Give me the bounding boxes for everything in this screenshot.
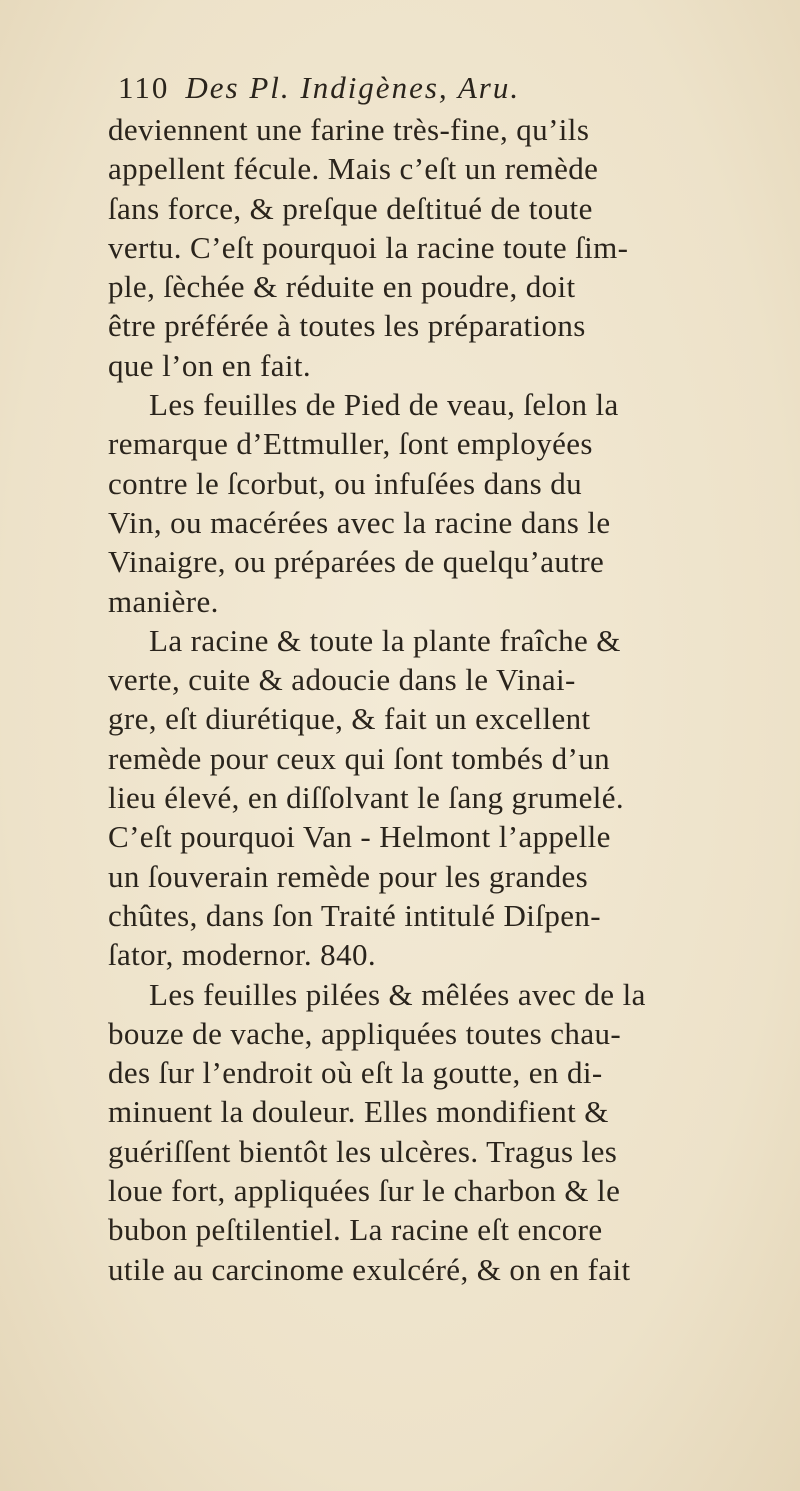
text-line: utile au carcinome exulcéré, & on en fait [108,1251,631,1287]
paragraph-start-line: La racine & toute la plante fraîche & [149,622,621,658]
text-line: remède pour ceux qui ſont tombés d’un [108,740,611,776]
paragraph-start-line: Les feuilles de Pied de veau, ſelon la [149,387,619,423]
text-line: loue fort, appliquées ſur le charbon & le [108,1173,621,1209]
text-line: verte, cuite & adoucie dans le Vinai- [108,662,576,698]
text-line: chûtes, dans ſon Traité intitulé Diſpen- [108,897,602,933]
text-line: lieu élevé, en diſſolvant le ſang grumelé. [108,780,625,816]
text-line: ple, ſèchée & réduite en poudre, doit [108,269,576,305]
text-line: un ſouverain remède pour les grandes [108,858,589,894]
page-number: 110 [118,70,170,105]
text-line: guériſſent bientôt les ulcères. Tragus les [108,1133,618,1169]
running-header [118,70,520,106]
body-text [108,110,798,1289]
text-line: que l’on en fait. [108,347,312,383]
text-line: appellent fécule. Mais c’eſt un remède [108,151,599,187]
text-line: bouze de vache, appliquées toutes chau- [108,1015,622,1051]
text-line: Vin, ou macérées avec la racine dans le [108,504,611,540]
text-line: minuent la douleur. Elles mondifient & [108,1094,609,1130]
text-line: ſans force, & preſque deſtitué de toute [108,190,593,226]
text-line: des ſur l’endroit où eſt la goutte, en di- [108,1055,603,1091]
running-title: Des Pl. Indigènes, Aru. [185,70,521,105]
text-line: contre le ſcorbut, ou infuſées dans du [108,465,583,501]
text-line: deviennent une farine très-fine, qu’ils [108,112,590,147]
text-line: manière. [108,583,219,619]
text-line: bubon peſtilentiel. La racine eſt encore [108,1212,603,1248]
paragraph-start-line: Les feuilles pilées & mêlées avec de la [149,976,646,1012]
text-line: vertu. C’eſt pourquoi la racine toute ſim- [108,229,629,265]
text-line: gre, eſt diurétique, & fait un excellent [108,701,591,737]
text-line: être préférée à toutes les préparations [108,308,586,344]
text-line: remarque d’Ettmuller, ſont employées [108,426,593,462]
text-line: Vinaigre, ou préparées de quelqu’autre [108,544,605,580]
text-line: ſator, modernor. 840. [108,937,377,973]
text-line: C’eſt pourquoi Van - Helmont l’appelle [108,819,611,855]
